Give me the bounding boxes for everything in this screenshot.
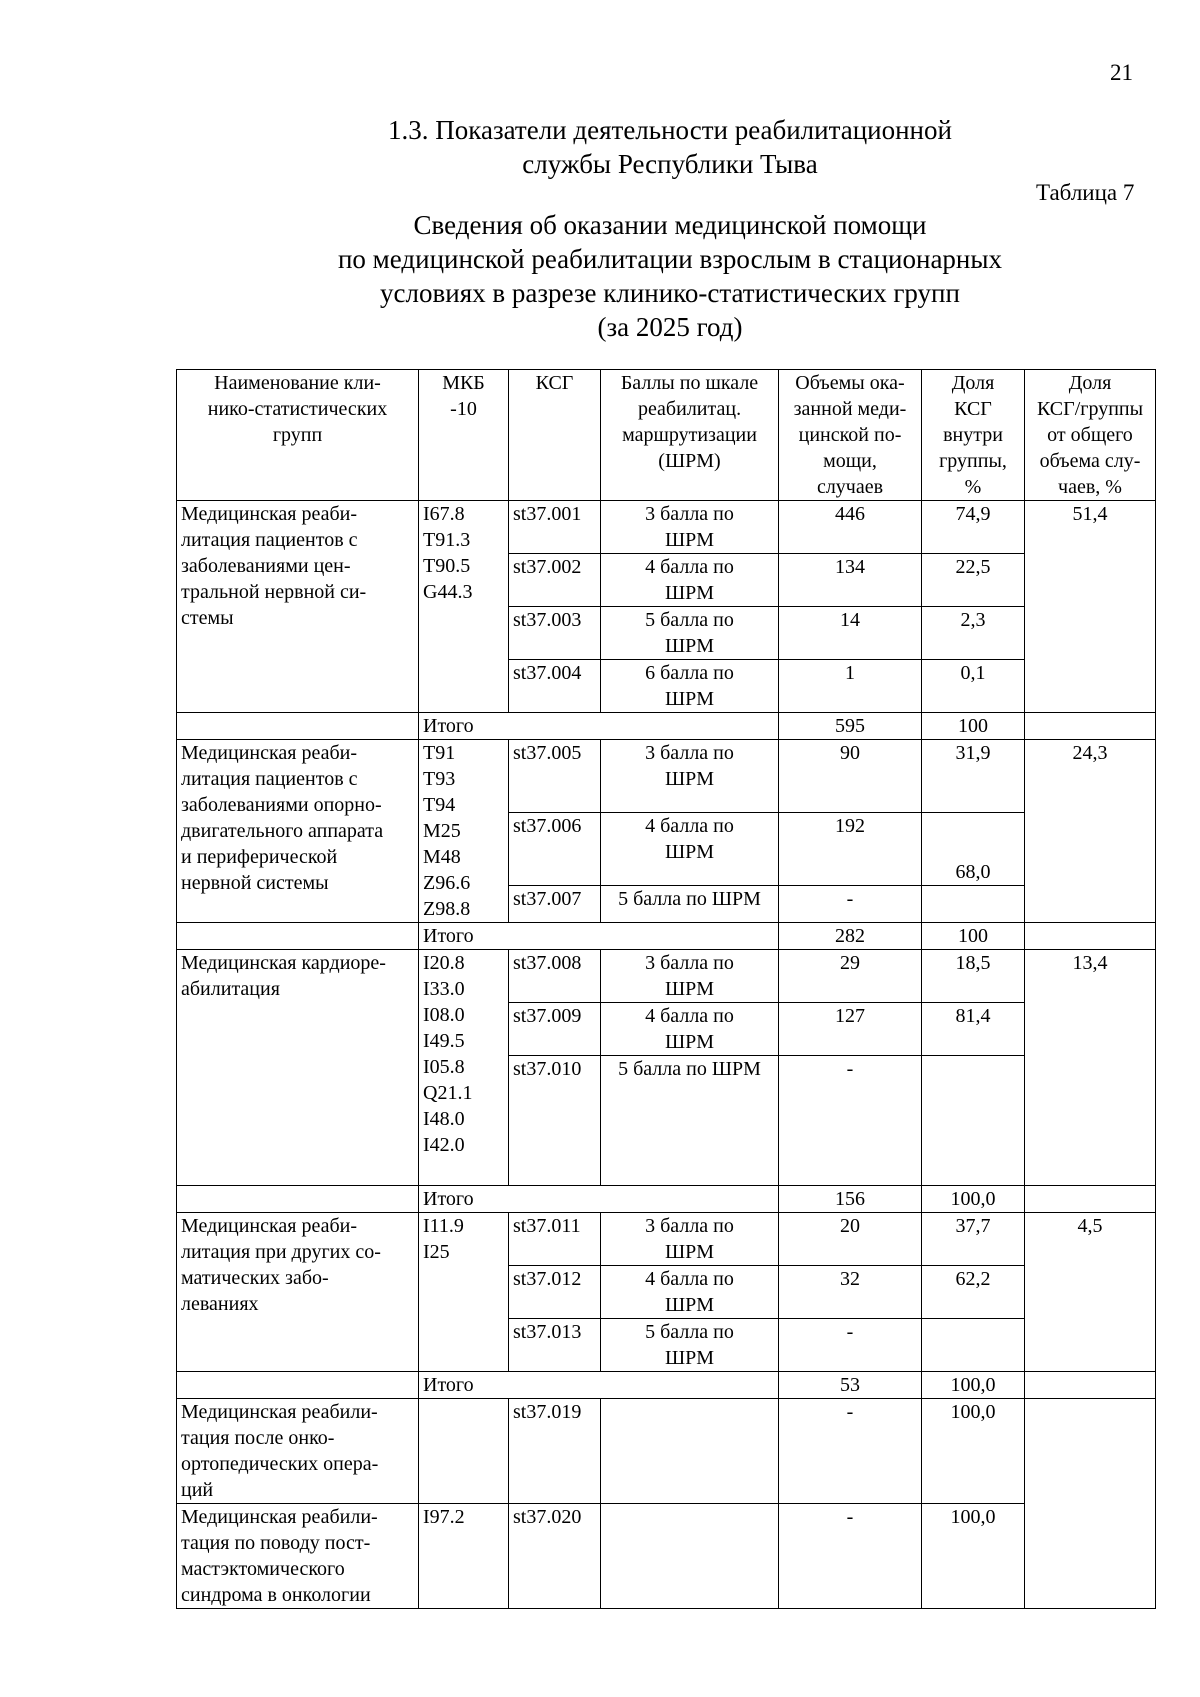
share-total: 13,4 (1025, 950, 1156, 1186)
total-volume: 595 (779, 713, 922, 740)
shrm-score: 3 балла по ШРМ (601, 1213, 779, 1266)
group-name: Медицинская реаби- литация пациентов с заболеваниями цен- тральной нервной си- стемы (177, 501, 419, 713)
total-share: 100 (922, 713, 1025, 740)
share-in-group: 74,9 (922, 501, 1025, 554)
shrm-score: 3 балла по ШРМ (601, 740, 779, 813)
total-share: 100 (922, 923, 1025, 950)
volume: 32 (779, 1266, 922, 1319)
total-row (177, 1372, 1156, 1399)
total-volume: 282 (779, 923, 922, 950)
volume: - (779, 1399, 922, 1504)
total-label: Итого (419, 713, 779, 740)
ksg-code: st37.008 (509, 950, 601, 1003)
ksg-code: st37.001 (509, 501, 601, 554)
shrm-score: 4 балла по ШРМ (601, 1266, 779, 1319)
mkb-codes: I97.2 (419, 1504, 509, 1609)
group-name: Медицинская реаби- литация пациентов с заболеваниями опорно- двигательного аппарата и периферической нервной системы (177, 740, 419, 923)
ksg-code: st37.013 (509, 1319, 601, 1372)
empty-cell (177, 713, 419, 740)
share-in-group: 68,0 (922, 812, 1025, 885)
table-row (177, 501, 1156, 554)
shrm-score: 5 балла по ШРМ (601, 607, 779, 660)
mkb-codes: I20.8 I33.0 I08.0 I49.5 I05.8 Q21.1 I48.0 I42.0 (419, 950, 509, 1186)
page-number: 21 (1110, 60, 1133, 85)
header-mkb: МКБ -10 (419, 370, 509, 501)
table-caption-line: условиях в разрезе клинико-статистических групп (380, 278, 960, 308)
share-in-group: 37,7 (922, 1213, 1025, 1266)
section-title (300, 113, 1040, 181)
ksg-code: st37.003 (509, 607, 601, 660)
shrm-score: 5 балла по ШРМ (601, 1056, 779, 1186)
table-caption-line: (за 2025 год) (597, 312, 743, 342)
header-volume: Объемы ока- занной меди- цинской по- мощи, случаев (779, 370, 922, 501)
table-caption (300, 208, 1040, 344)
empty-cell (177, 1372, 419, 1399)
shrm-score: 4 балла по ШРМ (601, 812, 779, 885)
group-name: Медицинская реабили- тация по поводу пост- мастэктомического синдрома в онкологии (177, 1504, 419, 1609)
ksg-code: st37.010 (509, 1056, 601, 1186)
total-label: Итого (419, 923, 779, 950)
group-name: Медицинская реаби- литация при других со- матических забо- леваниях (177, 1213, 419, 1372)
mkb-codes: I67.8 T91.3 T90.5 G44.3 (419, 501, 509, 713)
shrm-score: 6 балла по ШРМ (601, 660, 779, 713)
shrm-score: 3 балла по ШРМ (601, 501, 779, 554)
ksg-code: st37.007 (509, 885, 601, 922)
table-row (177, 1213, 1156, 1266)
shrm-score (601, 1399, 779, 1504)
share-in-group: 22,5 (922, 554, 1025, 607)
volume: - (779, 1056, 922, 1186)
share-in-group: 0,1 (922, 660, 1025, 713)
empty-cell (177, 923, 419, 950)
total-volume: 53 (779, 1372, 922, 1399)
share-in-group: 18,5 (922, 950, 1025, 1003)
volume: 14 (779, 607, 922, 660)
table-row (177, 740, 1156, 813)
shrm-score: 5 балла по ШРМ (601, 1319, 779, 1372)
shrm-score: 3 балла по ШРМ (601, 950, 779, 1003)
group-name: Медицинская реабили- тация после онко- ортопедических опера- ций (177, 1399, 419, 1504)
volume: 192 (779, 812, 922, 885)
shrm-score: 4 балла по ШРМ (601, 554, 779, 607)
ksg-code: st37.020 (509, 1504, 601, 1609)
shrm-score: 4 балла по ШРМ (601, 1003, 779, 1056)
section-title-line: службы Республики Тыва (522, 149, 818, 179)
share-total: 51,4 (1025, 501, 1156, 713)
volume: 29 (779, 950, 922, 1003)
mkb-codes: I11.9 I25 (419, 1213, 509, 1372)
share-in-group: 81,4 (922, 1003, 1025, 1056)
ksg-code: st37.012 (509, 1266, 601, 1319)
table-caption-line: по медицинской реабилитации взрослым в стационарных (337, 244, 1003, 274)
empty-cell (1025, 713, 1156, 740)
table-row (177, 1399, 1156, 1504)
total-share: 100,0 (922, 1186, 1025, 1213)
volume: 127 (779, 1003, 922, 1056)
rehabilitation-table (176, 369, 1156, 1609)
empty-cell (177, 1186, 419, 1213)
share-in-group (922, 885, 1025, 922)
share-in-group (922, 1056, 1025, 1186)
volume: - (779, 1504, 922, 1609)
ksg-code: st37.005 (509, 740, 601, 813)
share-in-group: 100,0 (922, 1399, 1025, 1504)
ksg-code: st37.002 (509, 554, 601, 607)
ksg-code: st37.011 (509, 1213, 601, 1266)
volume: 134 (779, 554, 922, 607)
total-share: 100,0 (922, 1372, 1025, 1399)
section-title-line: 1.3. Показатели деятельности реабилитационной (388, 115, 952, 145)
table-label: Таблица 7 (1036, 180, 1135, 205)
mkb-codes: T91 T93 T94 M25 M48 Z96.6 Z98.8 (419, 740, 509, 923)
empty-cell (1025, 1186, 1156, 1213)
total-row (177, 923, 1156, 950)
header-share-total: Доля КСГ/группы от общего объема слу- чаев, % (1025, 370, 1156, 501)
empty-cell (1025, 1372, 1156, 1399)
total-row (177, 1186, 1156, 1213)
volume: 446 (779, 501, 922, 554)
ksg-code: st37.019 (509, 1399, 601, 1504)
volume: - (779, 885, 922, 922)
volume: - (779, 1319, 922, 1372)
total-row (177, 713, 1156, 740)
header-ksg: КСГ (509, 370, 601, 501)
volume: 20 (779, 1213, 922, 1266)
total-volume: 156 (779, 1186, 922, 1213)
share-in-group: 100,0 (922, 1504, 1025, 1609)
header-share-in-group: Доля КСГ внутри группы, % (922, 370, 1025, 501)
shrm-score (601, 1504, 779, 1609)
table-caption-line: Сведения об оказании медицинской помощи (413, 210, 927, 240)
volume: 90 (779, 740, 922, 813)
total-label: Итого (419, 1372, 779, 1399)
header-group-name: Наименование кли- нико-статистических групп (177, 370, 419, 501)
table-row (177, 1504, 1156, 1609)
ksg-code: st37.006 (509, 812, 601, 885)
share-total: 24,3 (1025, 740, 1156, 923)
empty-cell (1025, 1399, 1156, 1609)
group-name: Медицинская кардиоре- абилитация (177, 950, 419, 1186)
volume: 1 (779, 660, 922, 713)
shrm-score: 5 балла по ШРМ (601, 885, 779, 922)
share-in-group: 2,3 (922, 607, 1025, 660)
ksg-code: st37.004 (509, 660, 601, 713)
mkb-codes (419, 1399, 509, 1504)
ksg-code: st37.009 (509, 1003, 601, 1056)
share-in-group (922, 1319, 1025, 1372)
table-header-row (177, 370, 1156, 501)
header-shrm-score: Баллы по шкале реабилитац. маршрутизации (ШРМ) (601, 370, 779, 501)
share-total: 4,5 (1025, 1213, 1156, 1372)
share-in-group: 31,9 (922, 740, 1025, 813)
total-label: Итого (419, 1186, 779, 1213)
share-in-group: 62,2 (922, 1266, 1025, 1319)
empty-cell (1025, 923, 1156, 950)
table-row (177, 950, 1156, 1003)
